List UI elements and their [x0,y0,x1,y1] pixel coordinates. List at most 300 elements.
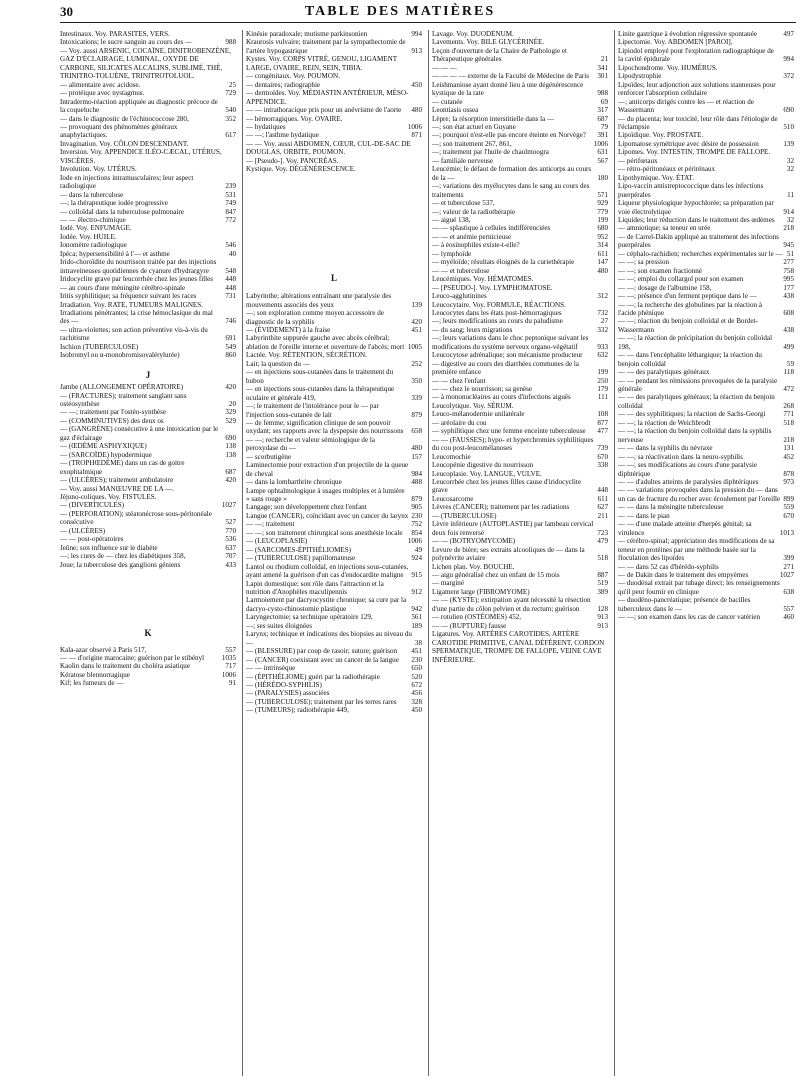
entry-page: 451 [411,647,422,656]
index-entry [60,258,236,275]
entry-page: 952 [597,232,608,241]
entry-page: 691 [225,334,236,343]
entry-text: —; son exploration comme moyen accessoire de diagnostic de la syphilis [246,309,384,326]
entry-page: 118 [783,368,794,377]
index-entry [618,393,794,410]
index-entry [60,208,236,216]
entry-page: 179 [597,385,608,394]
entry-page: 451 [411,325,422,334]
entry-text: Liqueur physiologique hypochlorée; sa préparation par voie électrolytique [618,199,774,216]
entry-page: 32 [786,215,794,224]
index-entry [618,81,794,98]
entry-text: — — chez l'enfant [432,376,486,385]
index-entry [246,402,422,419]
entry-text: — périfœtaux [618,156,658,165]
entry-page: 239 [225,182,236,191]
entry-text: — — (KYSTE); extirpation ayant nécessité la résection d'une partie du côlon pelvien et du rectum; guérison [432,596,591,613]
entry-page: 488 [411,478,422,487]
index-entry [246,360,422,368]
index-entry [246,385,422,402]
entry-page: 758 [783,266,794,275]
index-entry [618,478,794,486]
index-entry [432,436,608,453]
entry-text: — — pendant les rémissions provoquées de la paralysie générale [618,376,778,394]
entry-text: — marginé [432,579,464,588]
entry-text: — —; traitement par l'ostéo-synthèse [60,408,167,417]
entry-text: — [Pseudo-]. Voy. PANCRÉAS. [246,156,339,165]
entry-page: 332 [597,325,608,334]
entry-page: 879 [411,410,422,419]
entry-text: — — — — externe de la Faculté de Médecine de Paris [432,72,589,81]
index-entry [60,148,236,165]
entry-page: 548 [225,266,236,275]
index-entry [618,72,794,80]
entry-page: 531 [225,190,236,199]
entry-text: —; variations des myélocytes dans le sang au cours des traitements [432,182,590,199]
entry-page: 218 [783,224,794,233]
index-entry [246,487,422,504]
entry-page: 1006 [407,537,422,546]
entry-text: Intradermo-réaction appliquée au diagnostic précoce de la coqueluche [60,97,218,115]
entry-text: — —; sa réactivation dans la neuro-syphilis [618,452,743,461]
index-entry [618,292,794,300]
entry-page: 49 [414,545,422,554]
index-entry [60,309,236,326]
entry-page: 631 [597,148,608,157]
index-entry [246,563,422,580]
entry-page: 21 [600,55,608,64]
index-column-3 [432,30,608,1076]
entry-page: 139 [411,300,422,309]
index-entry [60,561,236,569]
index-entry [246,529,422,537]
entry-text: Kystique. Voy. DÉGÉNÉRESCENCE. [246,165,356,174]
index-entry [432,512,608,520]
entry-text: — (ULCÈRES); traitement ambulatoire [60,476,174,485]
entry-page: 180 [597,173,608,182]
entry-text: — —; emploi du collargol pour son examen [618,275,744,284]
entry-page: 1013 [779,528,794,537]
entry-text: — (ULCÈRES) [60,526,106,535]
entry-text: —; traitement par l'huile de chaulmoogra [432,148,549,157]
entry-text: — céphalo-rachidien; recherches expérimentales sur le — [618,249,783,258]
index-entry [432,630,608,664]
index-entry [432,326,608,334]
index-entry [246,436,422,453]
index-entry [432,106,608,114]
entry-text: Kystes. Voy. CORPS VITRÉ, GENOU, LIGAMENT LARGE, OVAIRE, REIN, SEIN, TIBIA. [246,55,397,72]
index-entry [618,233,794,250]
spacer [60,638,236,646]
entry-text: —; la thérapeutique iodée progressive [60,199,168,208]
entry-text: Leontiasis ossea [432,106,479,115]
index-entry [432,47,608,64]
index-entry [618,250,794,258]
entry-text: Joue; la tuberculose des ganglions géniens [60,560,181,569]
entry-text: — (ÉPITHÉLIOME) guéri par la radiothérapie [246,672,380,681]
index-entry [60,140,236,148]
entry-page: 878 [783,469,794,478]
entry-text: Irradiation. Voy. RATE, TUMEURS MALIGNES. [60,300,203,309]
entry-text: Leucémiques. Voy. HÉMATOMES. [432,275,534,284]
index-entry [60,510,236,527]
entry-text: — dentaires; radiographie [246,80,321,89]
entry-page: 638 [783,587,794,596]
entry-page: 680 [597,224,608,233]
entry-page: 51 [786,249,794,258]
index-entry [618,461,794,478]
entry-text: — (TUBERCULOSE) papillomateuse [246,554,356,563]
index-entry [432,520,608,537]
entry-page: 670 [783,511,794,520]
entry-page: 38 [414,638,422,647]
index-entry [618,419,794,427]
index-entry [246,123,422,131]
entry-text: Lipectomie. Voy. ABDOMEN [PAROI]. [618,38,733,47]
entry-text: Linite gastrique à évolution régressive spontanée [618,30,757,38]
entry-page: 138 [225,450,236,459]
index-entry [618,368,794,376]
entry-page: 567 [597,156,608,165]
entry-page: 847 [225,207,236,216]
index-entry [246,630,422,647]
entry-page: 341 [597,63,608,72]
index-entry [60,284,236,292]
index-entry [246,351,422,359]
index-entry [432,115,608,123]
entry-page: 456 [411,689,422,698]
entry-text: — du placenta; leur toxicité, leur rôle dans l'étiologie de l'éclampsie [618,114,778,131]
index-entry [60,476,236,484]
index-entry [618,267,794,275]
index-entry [246,596,422,613]
entry-text: Ionomètre radiologique [60,241,127,250]
entry-text: — — intrathoracique pris pour un anévrisme de l'aorte [246,106,402,115]
index-entry [246,131,422,139]
entry-text: —; leurs modifications au cours du paludisme [432,317,563,326]
section-letter: L [330,272,337,283]
entry-text: Lavage. Voy. DUODÉNUM. [432,30,514,38]
index-entry [432,613,608,621]
index-entry [432,309,608,317]
index-entry [60,30,236,38]
index-entry [432,351,608,359]
entry-text: — — des syphilitiques; la réaction de Sachs-Georgi [618,410,766,419]
entry-page: 571 [597,190,608,199]
index-entry [432,292,608,300]
entry-text: Ligatures. Voy. ARTÈRES CAROTIDES, ARTÈRE CAROTIDE PRIMITIVE, CANAL DÉFÉRENT, CORDON SPERMATIQUE, TROMPE DE FALLOPE, VEINE CAVE INFÉRIEURE. [432,630,605,664]
index-entry [432,30,608,38]
index-entry [246,706,422,714]
entry-text: Leçon d'ouverture de la Chaire de Pathologie et Thérapeutique générales [432,46,568,64]
index-entry [60,47,236,81]
index-entry [618,486,794,503]
entry-page: 933 [597,342,608,351]
entry-page: 658 [411,427,422,436]
index-entry [432,199,608,207]
entry-text: — [PSEUDO-]. Voy. LYMPHOMATOSE. [432,283,553,292]
entry-text: — amniotique; sa teneur en urée [618,224,711,233]
entry-text: — scorbutigène [246,452,292,461]
entry-text: — — post-opératoires [60,535,124,544]
entry-text: Lèpre; la résorption interstitielle dans la — [432,114,555,123]
entry-page: 729 [225,89,236,98]
entry-text: Laryngectomie; sa technique opératoire 129, [246,613,373,622]
entry-text: Kératose blennorragique [60,670,130,679]
index-entry [432,377,608,385]
header-rule [60,22,796,23]
entry-page: 420 [225,383,236,392]
index-entry [60,343,236,351]
entry-page: 328 [411,697,422,706]
entry-page: 557 [783,604,794,613]
entry-page: 480 [597,266,608,275]
entry-text: — (TUBERCULOSE) [432,511,497,520]
entry-text: Involution. Voy. UTÉRUS. [60,165,137,174]
entry-text: — hydatiques [246,122,286,131]
entry-text: Labyrinthite suppurée gauche avec abcès cérébral; ablation de l'oreille interne et ouverture de l'abcès; mort [246,334,405,351]
entry-text: Iritis syphilitique; sa fréquence suivant les races [60,292,197,301]
index-entry [432,98,608,106]
entry-page: 637 [225,543,236,552]
entry-text: Lipomes. Voy. INTESTIN, TROMPE DE FALLOPE. [618,148,771,157]
entry-text: Lipoïdes; leur adjonction aux solutions stanneuses pour renforcer l'absorption cellulaire [618,80,776,98]
entry-page: 480 [411,106,422,115]
entry-text: — (ŒDÈME ASPHYXIQUE) [60,442,147,451]
spacer [60,569,236,629]
entry-text: Leucopénie digestive du nourrisson [432,461,534,470]
entry-page: 717 [225,662,236,671]
index-entry [618,174,794,182]
entry-text: Leucoplasie. Voy. LANGUE, VULVE. [432,469,542,478]
entry-page: 860 [225,351,236,360]
entry-page: 627 [597,503,608,512]
index-entry [432,165,608,182]
entry-page: 924 [411,554,422,563]
entry-text: — dans la lombarthrite chronique [246,478,342,487]
index-entry [432,393,608,401]
index-entry [246,461,422,478]
entry-text: Lantol ou rhodium colloïdal, en injections sous-cutanées, ayant amené la guérison d'un cas d'endocardite maligne [246,562,409,580]
index-entry [618,596,794,613]
entry-text: Lampe ophtalmologique à usages multiples et à lumière « sans rouge » [246,486,405,504]
entry-page: 887 [597,571,608,579]
entry-text: — de Dakin dans le traitement des empyèmes [618,571,749,579]
entry-text: — (SARCOMES-ÉPITHÉLIOMES) [246,545,352,554]
entry-page: 988 [597,89,608,98]
index-entry [432,317,608,325]
entry-page: 527 [225,518,236,527]
entry-page: 339 [411,393,422,402]
entry-text: Lipomatose symétrique avec désire de possession [618,139,759,148]
index-entry [618,115,794,132]
index-entry [432,72,608,80]
index-entry [432,495,608,503]
index-entry [432,478,608,495]
spacer [246,174,422,274]
index-entry [432,140,608,148]
entry-text: — cutanée [432,97,463,106]
entry-page: 913 [597,621,608,630]
index-entry [60,383,236,391]
index-entry [618,165,794,173]
entry-page: 40 [228,249,236,258]
entry-page: 690 [225,433,236,442]
entry-text: Iode en injections intramusculaires; leur aspect radiologique [60,173,194,191]
entry-page: 230 [411,511,422,520]
entry-text: —; les cures de — chez les diabétiques 358, [60,552,186,561]
entry-text: Lactée. Voy. RÉTENTION, SÉCRÉTION. [246,351,367,360]
entry-text: — — d'adultes atteints de paralysies diphtériques [618,478,759,487]
entry-text: —; le traitement de l'intolérance pour le — par l'injection sous-cutanée de lait [246,402,379,419]
entry-text: — — des paralytiques généraux [618,368,710,377]
entry-text: — aigu généralisé chez un enfant de 15 mois [432,571,560,579]
entry-text: — (GANGRÈNE) consécutive à une intoxication par le gaz d'éclairage [60,425,219,442]
entry-text: — lymphoïde [432,249,472,258]
entry-page: 915 [411,571,422,580]
entry-page: 472 [783,385,794,394]
entry-text: Leucocytes dans les états post-hémorragiques [432,308,562,317]
entry-text: Labyrinthe; altérations entraînant une paralysie des mouvements associés des yeux [246,292,392,309]
entry-page: 314 [597,241,608,250]
index-entry [60,408,236,416]
index-entry [246,309,422,326]
entry-page: 420 [225,476,236,485]
entry-text: Jeûne; son influence sur le diabète [60,543,158,552]
entry-page: 128 [597,604,608,613]
index-entry [618,453,794,461]
index-entry [618,98,794,115]
index-column-1 [60,30,236,1076]
entry-text: — rétro-péritonéaux et périrénaux [618,165,716,174]
entry-page: 277 [783,258,794,267]
entry-page: 877 [597,418,608,427]
entry-page: 11 [787,190,794,199]
entry-page: 450 [411,80,422,89]
entry-page: 69 [600,97,608,106]
index-entry [618,520,794,537]
index-entry [618,537,794,562]
entry-text: — — des paralytiques généraux; la réaction du benjoin colloïdal [618,393,775,410]
entry-page: 529 [225,416,236,425]
index-entry [246,537,422,545]
entry-page: 32 [786,156,794,165]
entry-page: 391 [597,131,608,140]
entry-text: Lipoïdique. Voy. PROSTATE. [618,131,704,140]
index-entry [432,233,608,241]
index-entry [618,275,794,283]
index-entry [618,571,794,579]
entry-text: Lichen plan. Voy. BOUCHE. [432,562,515,571]
entry-text: — à mononucléaires au cours d'infections aiguës [432,393,571,402]
index-entry [432,284,608,292]
index-entry [432,588,608,596]
index-entry [618,30,794,38]
index-entry [618,199,794,216]
index-entry [618,334,794,351]
entry-text: Larynx; technique et indications des biopsies au niveau du — [246,630,412,647]
index-column-2 [246,30,422,1076]
index-entry [60,679,236,687]
entry-text: — dans la tuberculose [60,190,124,199]
index-entry [246,368,422,385]
index-entry [60,98,236,115]
entry-text: Ligament large (FIBROMYOME) [432,587,530,596]
column-divider [614,30,615,1076]
index-entry [618,579,794,596]
entry-text: Kif; les fumeurs de — [60,679,124,688]
index-entry [618,38,794,46]
entry-text: — — (FAUSSES); hypo- et hyperchromies syphilitiques du cou post-leucomélanoses [432,435,594,453]
index-entry [432,38,608,46]
index-entry [432,537,608,545]
entry-text: — — d'origine marocaine; guérison par le stibényl [60,654,205,662]
index-entry [432,267,608,275]
entry-text: Kinésie paradoxale; mutisme parkinsonien [246,30,368,38]
section-letter: K [144,628,152,639]
index-entry [246,613,422,621]
entry-page: 450 [411,706,422,715]
entry-text: — — dans l'encéphalite léthargique; la réaction du benjoin colloïdal [618,351,762,368]
index-entry [246,157,422,165]
index-entry [246,140,422,157]
entry-text: — — dans la syphilis du névraxe [618,444,713,453]
entry-page: 452 [783,452,794,461]
entry-text: —; son état actuel en Guyane [432,122,516,131]
entry-page: 27 [600,317,608,326]
entry-text: — au cours d'une méningite cérébro-spinale [60,283,186,292]
index-entry [60,89,236,97]
index-entry [60,115,236,123]
entry-page: 177 [783,283,794,292]
index-entry [246,89,422,106]
index-entry [246,478,422,486]
entry-page: 1006 [407,122,422,131]
entry-page: 372 [783,72,794,81]
entry-page: 433 [225,560,236,569]
entry-page: 199 [597,215,608,224]
entry-text: Leucocytaire. Voy. FORMULE, RÉACTIONS. [432,300,566,309]
entry-text: — protéique avec nystagmus. [60,89,145,98]
index-entry [432,148,608,156]
index-entry [246,106,422,114]
index-entry [618,224,794,232]
entry-text: — — et tuberculose [432,266,490,275]
index-entry [432,241,608,249]
index-entry [246,292,422,309]
index-entry [432,258,608,266]
index-entry [246,622,422,630]
entry-page: 460 [783,613,794,622]
index-entry [618,613,794,621]
entry-text: Lipiodol employé pour l'exploration radiographique de la cavité épidurale [618,46,774,64]
index-entry [432,563,608,571]
index-entry [432,546,608,563]
entry-text: Laminectomie pour extraction d'un projectile de la queue de cheval [246,461,409,478]
entry-text: — —; l'asthme hydatique [246,131,319,140]
index-entry [60,646,236,654]
index-entry [60,224,236,232]
entry-text: — (CANCER) coexistant avec un cancer de la langue [246,655,399,664]
index-entry [246,689,422,697]
entry-page: 518 [597,554,608,563]
entry-page: 420 [411,317,422,326]
entry-text: — aiguë 138, [432,215,471,224]
index-entry [432,622,608,630]
index-entry [60,425,236,442]
entry-text: Levure de bière; ses extraits alcooliques de — dans la polynévrite aviaire [432,545,585,563]
index-entry [60,671,236,679]
